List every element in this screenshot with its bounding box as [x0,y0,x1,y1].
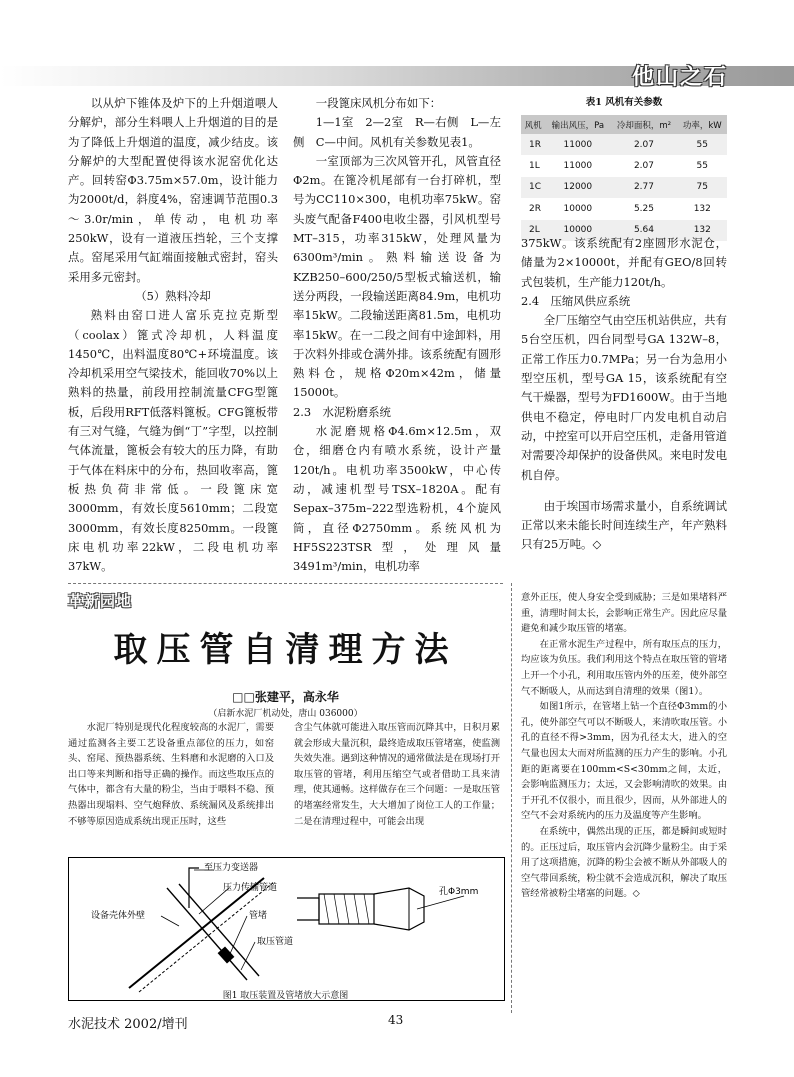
table-cell: 132 [693,203,711,214]
table-cell: 1L [529,161,540,172]
table-header: 功率，kW [678,115,727,134]
paragraph: 全厂压缩空气由空压机站供应，共有5台空压机，四台同型号GA 132W–8，正常工作压力0.7MPa；另一台为急用小型空压机，型号GA 15，该系统配有空气干燥器，型号为FD1600W。由于当地供电不稳定，停电时厂内发电机自动启动，中控室可以开启空压机，走备用管道对需要冷却保护的设备供风。来电时发电机自停。 [521,313,727,482]
table-cell: 55 [696,161,708,172]
table-caption: 表1 风机有关参数 [585,97,663,108]
label-shell: 设备壳体外壁 [91,911,146,921]
plug-thread-lines [324,894,369,924]
leader-line [241,942,255,970]
label-hole: 孔Φ3mm [439,887,479,897]
article2-column-1 [68,720,274,829]
paragraph: 1—1室 2—2室 R—右侧 L—左侧 C—中间。风机有关参数见表1。 [293,115,501,149]
table-cell: 1C [521,177,545,198]
paragraph: 水泥厂特别是现代化程度较高的水泥厂，需要通过监测各主要工艺设备重点部位的压力，如窑头、窑尾、预热器系统、生料磨和水泥磨的入口及出口等来判断和指导正确的操作。而这些取压点的气体中，都含有大量的粉尘，当由于喂料不稳、预热器出现塌料、空气炮释放、系统漏风及系统排出不够等原因造成系统出现正压时，这些 [68,722,274,827]
paragraph: 375kW。该系统配有2座圆形水泥仓，储量为2×10000t，并配有GEO/8回转式包装机，生产能力120t/h。 [521,236,727,289]
paragraph: 以从炉下锥体及炉下的上升烟道喂人分解炉，部分生料喂人上升烟道的目的是为了降低上升烟道的温度，减少结皮。该分解炉的大型配置使得该水泥窑优化达产。回转窑Φ3.75m×57.0m，设计能力为2000t/d，斜度4%，窑速调节范围0.3～3.0r/min，单传动，电机功率250kW，设有一道液压挡轮，三个支撑点。窑尾采用气缸端面接触式密封，窑头采用多元密封。 [68,96,278,284]
table-cell: 1R [521,134,545,155]
table-header: 冷却面积，m² [610,115,677,134]
table-cell: 12000 [545,177,610,198]
table-cell: 10000 [563,203,593,214]
table-cell: 55 [678,134,727,155]
article1-column-2 [293,94,501,576]
label-tube: 取压管道 [257,937,294,947]
topic-label: 革新园地 [68,592,133,610]
paragraph: 水泥磨规格Φ4.6m×12.5m，双仓，细磨仓内有喷水系统，设计产量120t/h。电机功率3500kW，中心传动，减速机型号TSX–1820A。配有Sepax–375m–222型选粉机，4个旋风筒，直径Φ2750mm。系统风机为HF5S223TSR型，处理风量3491m³/min，电机功率 [293,424,501,574]
article-affiliation: （启新水泥厂机动处，唐山 036000） [208,709,363,719]
fan-parameters-table [521,115,727,241]
plug-detail-body [297,898,319,920]
article-title: 取压管自清理方法 [113,630,458,670]
article2-column-3 [521,590,727,902]
journal-name: 水泥技术 2002/增刊 [68,1017,188,1032]
paragraph: 一段篦床风机分布如下： [315,96,442,110]
section-divider [68,583,503,584]
figure-1 [68,857,505,1001]
table-cell: 5.64 [610,220,677,241]
shell-wall-line [129,878,264,988]
table-row [521,177,727,198]
subheading: 2.4 压缩风供应系统 [521,293,631,308]
subheading: （5）熟料冷却 [135,288,211,303]
paragraph: 熟料由窑口进人富乐克拉克斯型（coolax）篦式冷却机，人料温度1450℃，出料温度80℃+环境温度。该冷却机采用空气梁技术，能回收70%以上熟料的热量，前段用控制流量CFG型篦板，后段用RFT低落料篦板。CFG篦板带有三对气缝，气缝为倒“丁”字型，以控制气体流量，篦板会有较大的压力降，有助于气体在料床中的分布，热回收率高，篦板热负荷非常低。一段篦床宽3000mm，有效长度5610mm；二段宽3000mm，有效长度8250mm。一段篦床电机功率22kW，二段电机功率37kW。 [68,308,278,574]
section-mark: 他山之石 [631,65,728,90]
table-row [521,155,727,176]
column-divider [511,583,512,1013]
table-cell: 2.77 [610,177,677,198]
article1-column-1 [68,94,278,576]
subheading: 2.3 水泥粉磨系统 [293,404,391,419]
table-cell: 2L [521,220,545,241]
paragraph: 在正常水泥生产过程中，所有取压点的压力，均应该为负压。我们利用这个特点在取压管的管堵上开一个小孔，利用取压管内外的压差，使外部空气不断吸人，从而达到自清理的效果（图1）。 [521,638,727,697]
paragraph: 意外正压，使人身安全受到威胁；三是如果堵料严重，清理时间太长，会影响正常生产。因此应尽量避免和减少取压管的堵塞。 [521,592,727,635]
paragraph: 一室顶部为三次风管开孔，风管直径Φ2m。在篦冷机尾部有一台打碎机，型号为CC110×300，电机功率75kW。窑头废气配备F400电收尘器，引风机型号MT–315，功率315kW，处理风量为6300m³/min。熟料输送设备为KZB250–600/250/5型板式输送机，输送分两段，一段输送距离84.9m，电机功率15kW。二段输送距离81.5m，电机功率15kW。在一二段之间有中途卸料，用于次料外排或仓满外排。该系统配有圆形熟料仓，规格Φ20m×42m，储量15000t。 [293,153,501,400]
label-transfer-pipe: 压力传输管道 [223,883,278,893]
table-row [521,134,727,155]
paragraph: 如图1所示，在管堵上钻一个直径Φ3mm的小孔，使外部空气可以不断吸人，来清吹取压管。小孔的直径不得>3mm，因为孔径太大，进入的空气量也因太大而对所监测的压力产生的影响。小孔距的距离要在100mm<S<30mm之间，太近，会影响监测压力；太远，又会影响清吹的效果。由于开孔不仅很小，而且很少，因而，从外部进人的空气不会对系统内的压力及温度等产生影响。 [521,701,727,822]
paragraph: 在系统中，偶然出现的正压，都是瞬间或短时的。正压过后，取压管内会沉降少量粉尘。由于采用了这项措施，沉降的粉尘会被不断从外部吸人的空气带回系统，粉尘就不会造成沉积，解决了取压管经常被粉尘堵塞的问题。◇ [521,825,727,900]
table-cell: 11000 [545,134,610,155]
figure-caption: 图1 取压装置及管堵放大示意图 [222,991,349,1001]
table-cell: 10000 [545,220,610,241]
shell-hatch [139,882,274,992]
table-cell: 2.07 [610,134,677,155]
table-header: 输出风压，Pa [545,115,610,134]
pipe-lower-edge [179,884,259,976]
table-header-row [521,115,727,134]
paragraph: 由于埃国市场需求量小，自系统调试正常以来未能长时间连续生产，年产熟料只有25万吨。◇ [521,498,727,552]
label-plug: 管堵 [249,911,268,921]
leader-line [161,916,179,926]
plug-detail-hex [374,888,424,930]
article1-column-3 [521,234,727,555]
article2-column-2 [294,720,500,829]
page-number: 43 [388,1013,404,1027]
table-cell: 2R [529,203,541,214]
table-cell: 5.25 [633,203,654,214]
table-cell: 11000 [563,161,593,172]
table-row [521,198,727,219]
pressure-tap-diagram [69,858,504,1000]
table-cell: 2.07 [633,161,654,172]
table-header: 风机 [521,115,545,134]
paragraph: 含尘气体就可能进入取压管而沉降其中，日积月累就会形成大量沉积，最终造成取压管堵塞，使监测失效失准。遇到这种情况的通常做法是在现场打开取压管的管堵，利用压缩空气或者借助工具来清理，使其通畅。这样做存在三个问题：一是取压管的堵塞经常发生，大大增加了岗位工人的工作量；二是在清理过程中，可能会出现 [294,722,500,827]
table-cell: 132 [678,220,727,241]
article-authors: □□张建平，高永华 [232,690,339,704]
table-cell: 75 [678,177,727,198]
leader-line [229,916,247,956]
label-transmitter: 至压力变送器 [204,863,259,873]
